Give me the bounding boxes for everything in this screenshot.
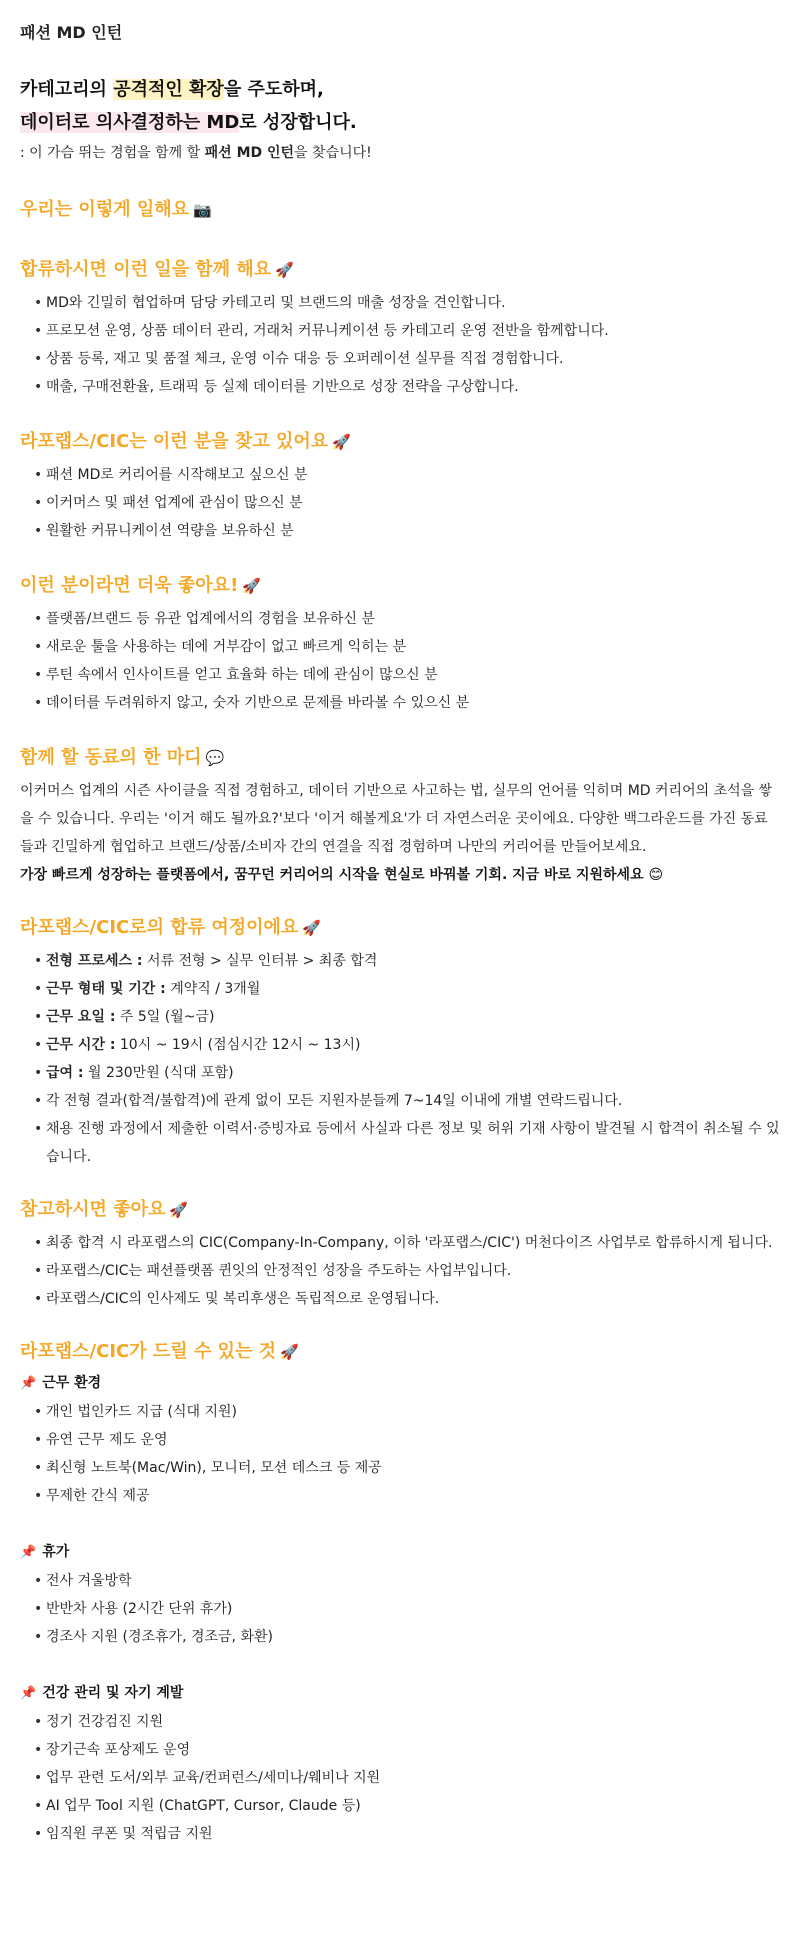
heading-text: 참고하시면 좋아요	[20, 1199, 166, 1220]
list-item: • 반반차 사용 (2시간 단위 휴가)	[34, 1595, 780, 1623]
benefit-list	[20, 1708, 780, 1848]
group-title-text: 건강 관리 및 자기 계발	[42, 1685, 184, 1701]
kv-value: 10시 ~ 19시 (점심시간 12시 ~ 13시)	[115, 1037, 361, 1053]
kv-label: 근무 요일 :	[46, 1009, 116, 1025]
list-item: • 업무 관련 도서/외부 교육/컨퍼런스/세미나/웨비나 지원	[34, 1764, 780, 1792]
list-item: • 각 전형 결과(합격/불합격)에 관계 없이 모든 지원자분들께 7~14일 이내에 개별 연락드립니다.	[34, 1087, 780, 1115]
kv-value: 주 5일 (월~금)	[115, 1009, 215, 1025]
rocket-icon: 🚀	[169, 1201, 189, 1219]
list-item: • 유연 근무 제도 운영	[34, 1426, 780, 1454]
list-item: • 매출, 구매전환율, 트래픽 등 실제 데이터를 기반으로 성장 전략을 구상합니다.	[34, 373, 780, 401]
rocket-icon: 🚀	[275, 261, 294, 279]
benefit-list	[20, 1398, 780, 1510]
rocket-icon: 🚀	[332, 433, 351, 451]
list-item	[34, 975, 780, 1003]
list-item: • 채용 진행 과정에서 제출한 이력서·증빙자료 등에서 사실과 다른 정보 및 허위 기재 사항이 발견될 시 합격이 취소될 수 있습니다.	[34, 1115, 780, 1171]
list-item	[34, 1003, 780, 1031]
hero-text: 카테고리의	[20, 79, 114, 100]
group-title-text: 근무 환경	[42, 1375, 102, 1391]
list-item: • 임직원 쿠폰 및 적립금 지원	[34, 1820, 780, 1848]
list-item	[34, 1031, 780, 1059]
section-process-title	[20, 915, 780, 941]
section-benefits-title	[20, 1339, 780, 1365]
rocket-icon: 🚀	[242, 577, 261, 595]
section-how-we-work-title	[20, 197, 780, 223]
list-item: • 최신형 노트북(Mac/Win), 모니터, 모션 데스크 등 제공	[34, 1454, 780, 1482]
preferred-list	[20, 605, 780, 717]
process-list	[20, 947, 780, 1171]
heading-text: 함께 할 동료의 한 마디	[20, 747, 202, 768]
benefit-group-title	[20, 1369, 780, 1398]
kv-value: 월 230만원 (식대 포함)	[83, 1065, 234, 1081]
camera-icon: 📷	[193, 201, 212, 219]
rocket-icon: 🚀	[280, 1343, 299, 1361]
section-looking-for-title	[20, 429, 780, 455]
list-item: • 패션 MD로 커리어를 시작해보고 싶으신 분	[34, 461, 780, 489]
list-item: • 라포랩스/CIC의 인사제도 및 복리후생은 독립적으로 운영됩니다.	[34, 1285, 780, 1313]
heading-text: 라포랩스/CIC로의 합류 여정이에요	[20, 917, 299, 938]
smile-icon: 😊	[648, 867, 664, 883]
pushpin-icon: 📌	[20, 1686, 37, 1701]
section-duties-title	[20, 257, 780, 283]
hero-highlight: 공격적인 확장	[113, 79, 224, 100]
list-item: • 루틴 속에서 인사이트를 얻고 효율화 하는 데에 관심이 많으신 분	[34, 661, 780, 689]
kv-label: 근무 시간 :	[46, 1037, 116, 1053]
duties-list	[20, 289, 780, 401]
benefit-list	[20, 1567, 780, 1651]
heading-text: 라포랩스/CIC는 이런 분을 찾고 있어요	[20, 431, 329, 452]
hero-intro	[20, 143, 780, 163]
list-item: • 이커머스 및 패션 업계에 관심이 많으신 분	[34, 489, 780, 517]
list-item: • 정기 건강검진 지원	[34, 1708, 780, 1736]
hero-line-2	[20, 106, 780, 139]
list-item: • 경조사 지원 (경조휴가, 경조금, 화환)	[34, 1623, 780, 1651]
pushpin-icon: 📌	[20, 1545, 37, 1560]
kv-label: 전형 프로세스 :	[46, 953, 143, 969]
intro-bold: 패션 MD 인턴	[204, 145, 295, 161]
notes-list	[20, 1229, 780, 1313]
list-item: • MD와 긴밀히 협업하며 담당 카테고리 및 브랜드의 매출 성장을 견인합니다.	[34, 289, 780, 317]
section-preferred-title	[20, 573, 780, 599]
hero-text: 을 주도하며,	[223, 79, 324, 100]
closing-text: 가장 빠르게 성장하는 플랫폼에서, 꿈꾸던 커리어의 시작을 현실로 바꿔볼 기회. 지금 바로 지원하세요	[20, 867, 644, 883]
kv-value: 서류 전형 > 실무 인터뷰 > 최종 합격	[142, 953, 378, 969]
list-item: • 전사 겨울방학	[34, 1567, 780, 1595]
colleague-closing	[20, 861, 780, 889]
hero-highlight: 데이터로 의사결정하는 MD	[20, 112, 240, 133]
heading-text: 합류하시면 이런 일을 함께 해요	[20, 259, 272, 280]
list-item	[34, 947, 780, 975]
list-item: • 최종 합격 시 라포랩스의 CIC(Company-In-Company, 이하 '라포랩스/CIC') 머천다이즈 사업부로 합류하시게 됩니다.	[34, 1229, 780, 1257]
list-item: • 개인 법인카드 지급 (식대 지원)	[34, 1398, 780, 1426]
hero-text: 로 성장합니다.	[239, 112, 357, 133]
list-item	[34, 1059, 780, 1087]
kv-label: 근무 형태 및 기간 :	[46, 981, 166, 997]
kv-label: 급여 :	[46, 1065, 84, 1081]
rocket-icon: 🚀	[302, 919, 321, 937]
list-item: • 원활한 커뮤니케이션 역량을 보유하신 분	[34, 517, 780, 545]
group-title-text: 휴가	[42, 1544, 70, 1560]
hero	[20, 73, 780, 163]
list-item: • 데이터를 두려워하지 않고, 숫자 기반으로 문제를 바라볼 수 있으신 분	[34, 689, 780, 717]
heading-text: 우리는 이렇게 일해요	[20, 199, 190, 220]
pushpin-icon: 📌	[20, 1376, 37, 1391]
list-item: • 장기근속 포상제도 운영	[34, 1736, 780, 1764]
intro-text: 을 찾습니다!	[294, 145, 372, 161]
intro-text: : 이 가슴 뛰는 경험을 함께 할	[20, 145, 205, 161]
section-notes-title	[20, 1197, 780, 1223]
benefit-group-title	[20, 1679, 780, 1708]
looking-for-list	[20, 461, 780, 545]
list-item: • 플랫폼/브랜드 등 유관 업계에서의 경험을 보유하신 분	[34, 605, 780, 633]
speech-bubble-icon: 💬	[205, 749, 225, 767]
list-item: • 상품 등록, 재고 및 품절 체크, 운영 이슈 대응 등 오퍼레이션 실무를 직접 경험합니다.	[34, 345, 780, 373]
benefit-group-title	[20, 1538, 780, 1567]
kv-value: 계약직 / 3개월	[165, 981, 261, 997]
job-title: 패션 MD 인턴	[20, 23, 123, 42]
colleague-quote: 이커머스 업계의 시즌 사이클을 직접 경험하고, 데이터 기반으로 사고하는 법, 실무의 언어를 익히며 MD 커리어의 초석을 쌓을 수 있습니다. 우리는 '이거 해도 될까요?'보다 '이거 해볼게요'가 더 자연스러운 곳이에요. 다양한 백그라운드를 가진 동료들과 긴밀하게 협업하고 브랜드/상품/소비자 간의 연결을 직접 경험하며 나만의 커리어를 만들어보세요.	[20, 783, 773, 855]
section-colleague-title	[20, 745, 780, 771]
list-item: • AI 업무 Tool 지원 (ChatGPT, Cursor, Claude 등)	[34, 1792, 780, 1820]
hero-line-1	[20, 73, 780, 106]
list-item: • 프로모션 운영, 상품 데이터 관리, 거래처 커뮤니케이션 등 카테고리 운영 전반을 함께합니다.	[34, 317, 780, 345]
heading-text: 이런 분이라면 더욱 좋아요!	[20, 575, 239, 596]
heading-text: 라포랩스/CIC가 드릴 수 있는 것	[20, 1341, 277, 1362]
list-item: • 새로운 툴을 사용하는 데에 거부감이 없고 빠르게 익히는 분	[34, 633, 780, 661]
list-item: • 무제한 간식 제공	[34, 1482, 780, 1510]
list-item: • 라포랩스/CIC는 패션플랫폼 퀸잇의 안정적인 성장을 주도하는 사업부입니다.	[34, 1257, 780, 1285]
